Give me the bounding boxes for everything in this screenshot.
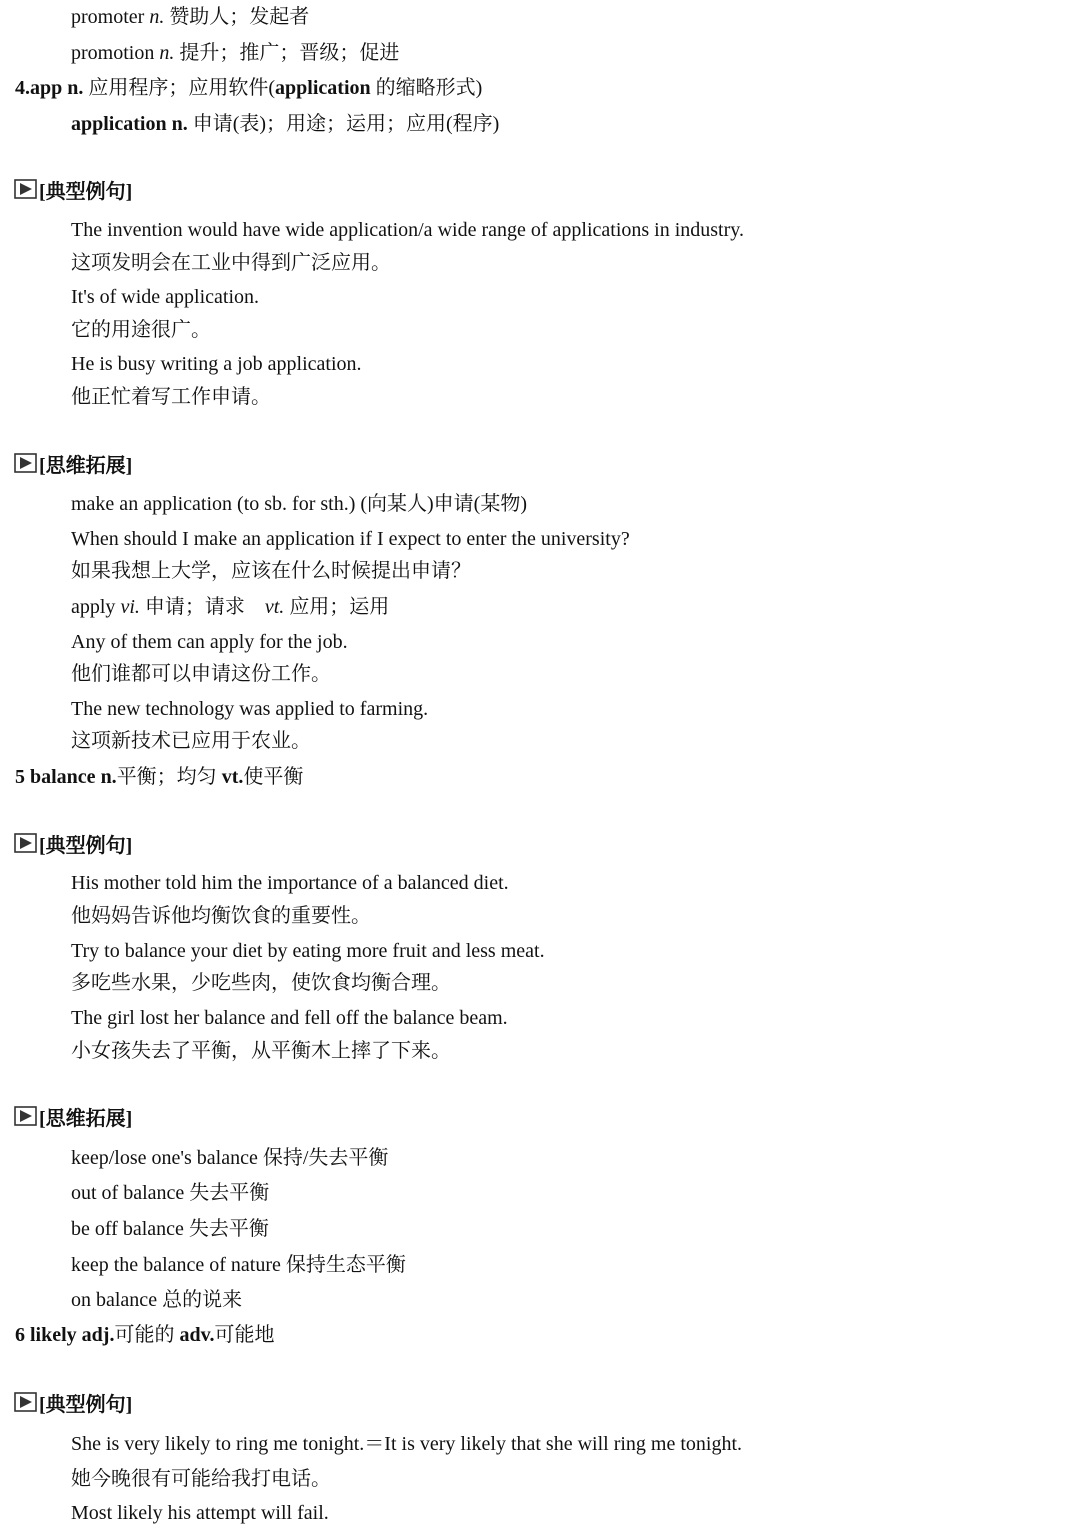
play-icon (14, 833, 37, 853)
phrase-en: keep/lose one's balance (71, 1147, 258, 1169)
subentry-pos: n. (171, 113, 188, 135)
apply-meaning-1: 申请；请求 (144, 596, 245, 618)
section-heading-extension (14, 450, 132, 476)
phrase-en: on balance (71, 1289, 158, 1311)
section-heading-examples (14, 830, 132, 856)
apply-pos-1: vi. (120, 596, 140, 618)
apply-line (71, 594, 389, 620)
play-icon (14, 1392, 37, 1412)
entry-4-subentry (71, 111, 499, 137)
example-translation: 这项发明会在工业中得到广泛应用。 (71, 252, 391, 274)
section-title: [思维拓展] (39, 454, 133, 477)
example-translation: 他妈妈告诉他均衡饮食的重要性。 (71, 905, 371, 927)
phrase-line (71, 1145, 388, 1171)
entry-4-meaning-pre: 应用程序；应用软件( (88, 77, 276, 99)
entry-5-meaning-2: 使平衡 (243, 766, 304, 788)
example-line: He is busy writing a job application. (71, 353, 362, 375)
play-icon (14, 1106, 37, 1126)
meaning: 赞助人；发起者 (169, 6, 310, 28)
apply-pos-2: vt. (264, 596, 285, 618)
phrase-en: be off balance (71, 1218, 184, 1240)
phrase-zh: 总的说来 (162, 1289, 243, 1311)
meaning: 提升；推广；晋级；促进 (179, 42, 400, 64)
entry-4-heading (15, 75, 482, 101)
phrase-zh: 失去平衡 (188, 1218, 269, 1240)
example-line: The invention would have wide application/a wide range of applications in industry. (71, 219, 744, 241)
example-line: Try to balance your diet by eating more fruit and less meat. (71, 940, 545, 962)
example-line: Any of them can apply for the job. (71, 631, 348, 653)
entry-4-headword: 4.app (15, 77, 63, 99)
play-icon (14, 179, 37, 199)
section-heading-extension (14, 1103, 132, 1129)
play-icon (14, 453, 37, 473)
example-line: The new technology was applied to farming. (71, 698, 429, 720)
phrase-zh: 失去平衡 (189, 1182, 270, 1204)
phrase-en: keep the balance of nature (71, 1254, 281, 1276)
entry-6-pos-2: adv. (179, 1324, 215, 1346)
entry-6-meaning-1: 可能的 (114, 1324, 175, 1346)
section-title: [典型例句] (39, 1393, 133, 1416)
entry-4-meaning-post: 的缩略形式) (370, 77, 483, 99)
entry-4-pos: n. (67, 77, 84, 99)
part-of-speech: n. (149, 6, 165, 28)
part-of-speech: n. (159, 42, 175, 64)
apply-meaning-2: 应用；运用 (289, 596, 390, 618)
example-line: The girl lost her balance and fell off the balance beam. (71, 1007, 508, 1029)
promoter-line (71, 4, 309, 30)
phrase-line: make an application (to sb. for sth.) (向某人)申请(某物) (71, 493, 528, 515)
entry-6-headword: likely (30, 1324, 77, 1346)
example-translation: 这项新技术已应用于农业。 (71, 730, 311, 752)
example-line: She is very likely to ring me tonight.＝It is very likely that she will ring me tonight. (71, 1433, 743, 1455)
phrase-line (71, 1287, 242, 1313)
section-heading-examples (14, 1389, 132, 1415)
entry-5-pos-2: vt. (221, 766, 244, 788)
entry-5-heading (15, 764, 303, 790)
phrase-line (71, 1180, 269, 1206)
entry-6-meaning-2: 可能地 (214, 1324, 275, 1346)
example-translation: 他们谁都可以申请这份工作。 (71, 663, 331, 685)
example-translation: 多吃些水果，少吃些肉，使饮食均衡合理。 (71, 972, 451, 994)
example-line: His mother told him the importance of a balanced diet. (71, 872, 509, 894)
phrase-line (71, 1252, 406, 1278)
entry-4-meaning-bold: application (275, 77, 371, 99)
subentry-word: application (71, 113, 167, 135)
phrase-zh: 保持生态平衡 (285, 1254, 406, 1276)
entry-6-pos-1: adj. (81, 1324, 115, 1346)
promotion-line (71, 40, 399, 66)
phrase-zh: 保持/失去平衡 (262, 1147, 389, 1169)
example-line: When should I make an application if I expect to enter the university? (71, 528, 630, 550)
example-translation: 她今晚很有可能给我打电话。 (71, 1468, 331, 1490)
example-translation: 他正忙着写工作申请。 (71, 386, 271, 408)
entry-5-number: 5 (15, 766, 25, 788)
headword: promotion (71, 42, 155, 64)
example-line: Most likely his attempt will fail. (71, 1502, 329, 1524)
example-translation: 小女孩失去了平衡，从平衡木上摔了下来。 (71, 1040, 451, 1062)
entry-5-pos-1: n. (100, 766, 117, 788)
section-heading-examples (14, 176, 132, 202)
phrase-en: out of balance (71, 1182, 185, 1204)
subentry-meaning: 申请(表)；用途；运用；应用(程序) (192, 113, 500, 135)
entry-5-meaning-1: 平衡；均匀 (116, 766, 217, 788)
phrase-line (71, 1216, 269, 1242)
example-translation: 如果我想上大学，应该在什么时候提出申请？ (71, 560, 471, 582)
entry-5-headword: balance (30, 766, 96, 788)
entry-6-number: 6 (15, 1324, 25, 1346)
section-title: [思维拓展] (39, 1107, 133, 1130)
headword: promoter (71, 6, 145, 28)
section-title: [典型例句] (39, 834, 133, 857)
section-title: [典型例句] (39, 180, 133, 203)
entry-6-heading (15, 1322, 275, 1348)
example-line: It's of wide application. (71, 286, 259, 308)
example-translation: 它的用途很广。 (71, 319, 211, 341)
apply-word: apply (71, 596, 116, 618)
